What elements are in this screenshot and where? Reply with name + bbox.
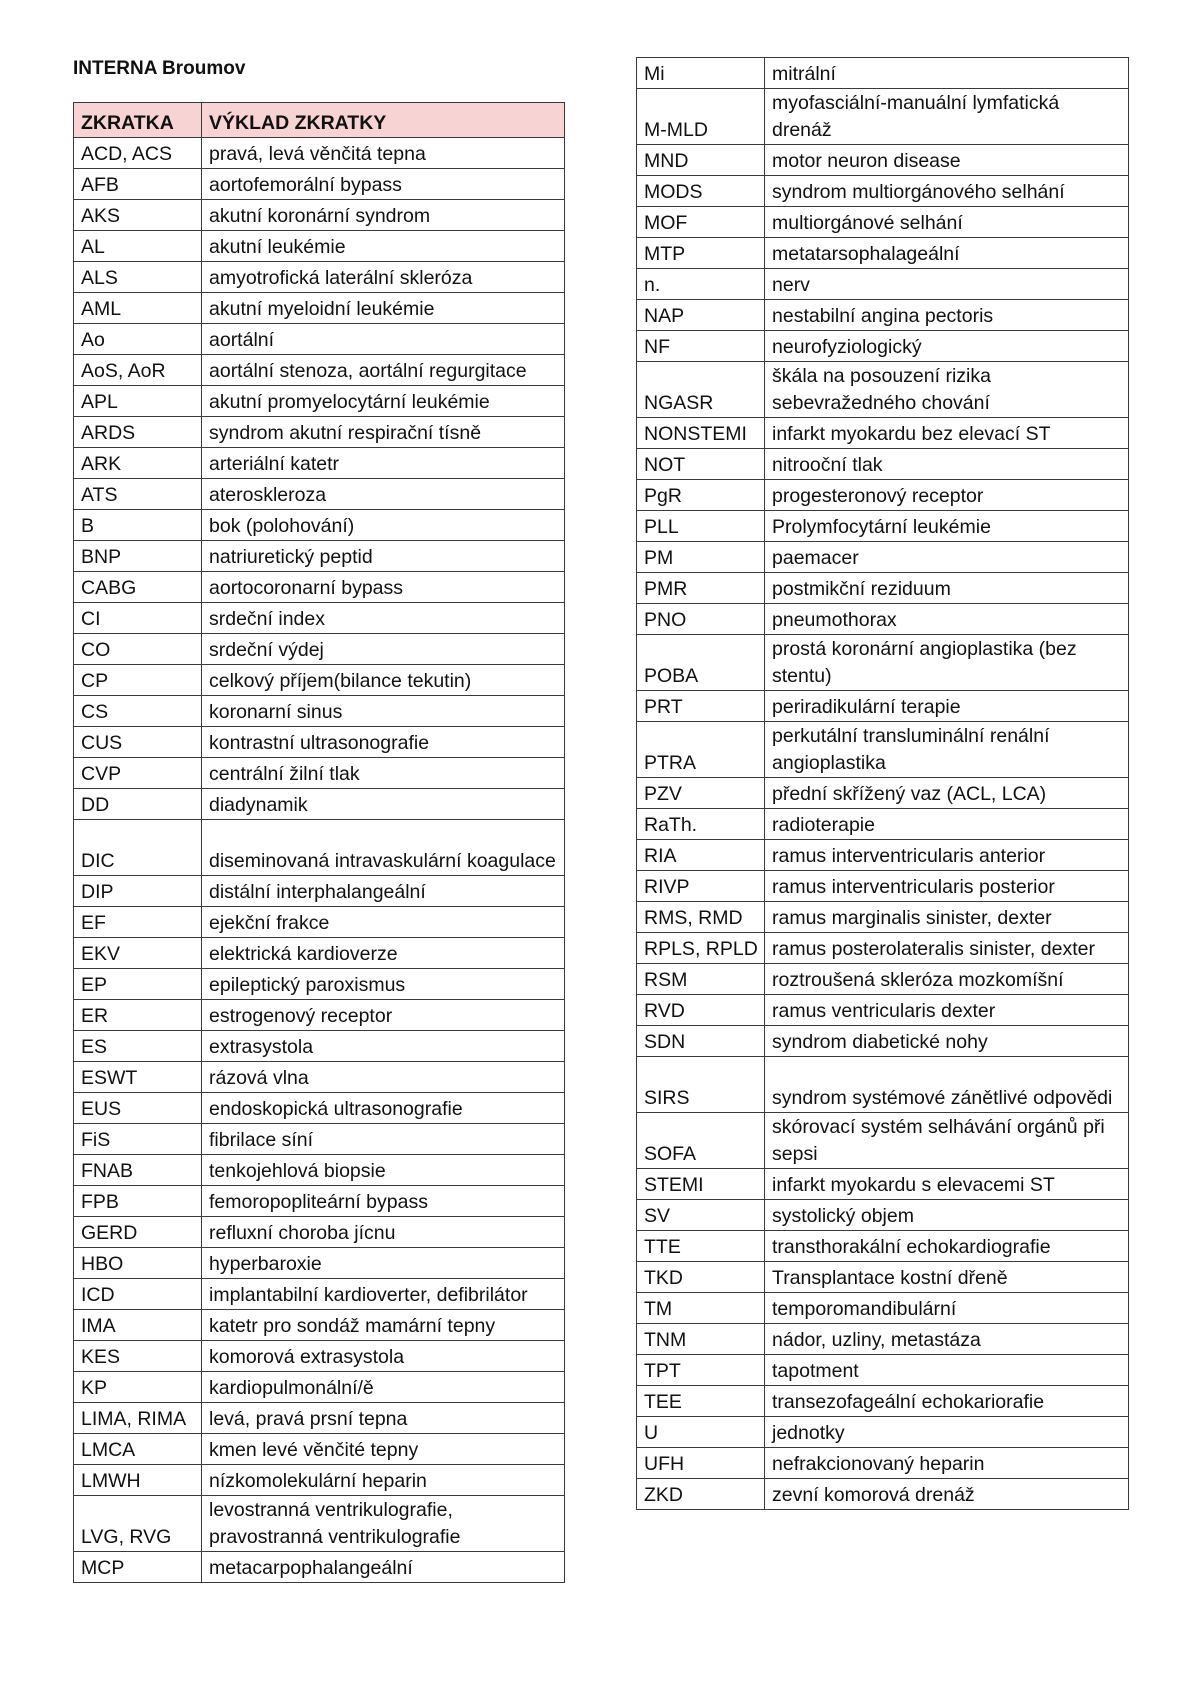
definition-cell: ramus interventricularis posterior bbox=[765, 871, 1129, 902]
definition-cell: kardiopulmonální/ě bbox=[202, 1372, 565, 1403]
abbreviation-cell: PRT bbox=[637, 691, 765, 722]
table-row bbox=[637, 300, 1129, 331]
abbreviation-cell: ZKD bbox=[637, 1479, 765, 1510]
table-row bbox=[637, 1293, 1129, 1324]
abbreviation-cell: EUS bbox=[74, 1093, 202, 1124]
table-row bbox=[74, 1552, 565, 1583]
table-row bbox=[74, 634, 565, 665]
table-row bbox=[637, 58, 1129, 89]
definition-cell: epileptický paroxismus bbox=[202, 969, 565, 1000]
table-row bbox=[74, 1124, 565, 1155]
abbreviation-cell: CP bbox=[74, 665, 202, 696]
table-row bbox=[637, 1200, 1129, 1231]
table-row bbox=[74, 1279, 565, 1310]
table-row bbox=[74, 696, 565, 727]
definition-cell: hyperbaroxie bbox=[202, 1248, 565, 1279]
abbreviation-table-left bbox=[73, 102, 565, 1583]
definition-cell: refluxní choroba jícnu bbox=[202, 1217, 565, 1248]
abbreviation-cell: ARK bbox=[74, 448, 202, 479]
table-row bbox=[637, 1057, 1129, 1113]
abbreviation-cell: CVP bbox=[74, 758, 202, 789]
abbreviation-cell: SDN bbox=[637, 1026, 765, 1057]
definition-cell: perkutální transluminální renální angioplastika bbox=[765, 722, 1129, 778]
definition-cell: srdeční index bbox=[202, 603, 565, 634]
definition-cell: pravá, levá věnčitá tepna bbox=[202, 138, 565, 169]
abbreviation-cell: DD bbox=[74, 789, 202, 820]
definition-cell: katetr pro sondáž mamární tepny bbox=[202, 1310, 565, 1341]
table-row bbox=[637, 480, 1129, 511]
abbreviation-cell: AoS, AoR bbox=[74, 355, 202, 386]
abbreviation-cell: ALS bbox=[74, 262, 202, 293]
table-row bbox=[74, 1155, 565, 1186]
abbreviation-cell: RMS, RMD bbox=[637, 902, 765, 933]
table-row bbox=[74, 169, 565, 200]
abbreviation-cell: TNM bbox=[637, 1324, 765, 1355]
definition-cell: kmen levé věnčité tepny bbox=[202, 1434, 565, 1465]
abbreviation-cell: DIP bbox=[74, 876, 202, 907]
abbreviation-cell: CS bbox=[74, 696, 202, 727]
definition-cell: ateroskleroza bbox=[202, 479, 565, 510]
abbreviation-cell: KES bbox=[74, 1341, 202, 1372]
table-row bbox=[637, 1231, 1129, 1262]
abbreviation-cell: SIRS bbox=[637, 1057, 765, 1113]
abbreviation-cell: MODS bbox=[637, 176, 765, 207]
abbreviation-cell: IMA bbox=[74, 1310, 202, 1341]
abbreviation-cell: NF bbox=[637, 331, 765, 362]
definition-cell: amyotrofická laterální skleróza bbox=[202, 262, 565, 293]
definition-cell: levá, pravá prsní tepna bbox=[202, 1403, 565, 1434]
table-row bbox=[74, 1465, 565, 1496]
definition-cell: paemacer bbox=[765, 542, 1129, 573]
table-row bbox=[74, 1434, 565, 1465]
abbreviation-cell: MCP bbox=[74, 1552, 202, 1583]
table-row bbox=[637, 871, 1129, 902]
abbreviation-cell: TM bbox=[637, 1293, 765, 1324]
abbreviation-cell: PNO bbox=[637, 604, 765, 635]
abbreviation-cell: ESWT bbox=[74, 1062, 202, 1093]
table-row bbox=[74, 820, 565, 876]
abbreviation-cell: n. bbox=[637, 269, 765, 300]
definition-cell: aortální bbox=[202, 324, 565, 355]
abbreviation-cell: FPB bbox=[74, 1186, 202, 1217]
table-row bbox=[637, 511, 1129, 542]
definition-cell: arteriální katetr bbox=[202, 448, 565, 479]
table-header-row bbox=[74, 103, 565, 138]
table-row bbox=[74, 448, 565, 479]
definition-cell: akutní promyelocytární leukémie bbox=[202, 386, 565, 417]
abbreviation-cell: M-MLD bbox=[637, 89, 765, 145]
table-row bbox=[74, 1496, 565, 1552]
abbreviation-table-right bbox=[636, 57, 1129, 1510]
abbreviation-cell: LIMA, RIMA bbox=[74, 1403, 202, 1434]
table-row bbox=[74, 1186, 565, 1217]
definition-cell: nádor, uzliny, metastáza bbox=[765, 1324, 1129, 1355]
definition-cell: koronarní sinus bbox=[202, 696, 565, 727]
abbreviation-cell: APL bbox=[74, 386, 202, 417]
abbreviation-cell: RaTh. bbox=[637, 809, 765, 840]
abbreviation-cell: FiS bbox=[74, 1124, 202, 1155]
abbreviation-cell: ICD bbox=[74, 1279, 202, 1310]
definition-cell: prostá koronární angioplastika (bez stentu) bbox=[765, 635, 1129, 691]
abbreviation-cell: MOF bbox=[637, 207, 765, 238]
definition-cell: radioterapie bbox=[765, 809, 1129, 840]
abbreviation-cell: PgR bbox=[637, 480, 765, 511]
definition-cell: nestabilní angina pectoris bbox=[765, 300, 1129, 331]
definition-cell: transezofageální echokariorafie bbox=[765, 1386, 1129, 1417]
abbreviation-cell: LVG, RVG bbox=[74, 1496, 202, 1552]
table-row bbox=[74, 1372, 565, 1403]
table-row bbox=[74, 572, 565, 603]
definition-cell: endoskopická ultrasonografie bbox=[202, 1093, 565, 1124]
definition-cell: ramus interventricularis anterior bbox=[765, 840, 1129, 871]
table-row bbox=[637, 362, 1129, 418]
abbreviation-cell: CI bbox=[74, 603, 202, 634]
definition-cell: kontrastní ultrasonografie bbox=[202, 727, 565, 758]
abbreviation-cell: RIA bbox=[637, 840, 765, 871]
definition-cell: femoropopliteární bypass bbox=[202, 1186, 565, 1217]
definition-cell: přední skřížený vaz (ACL, LCA) bbox=[765, 778, 1129, 809]
abbreviation-cell: PLL bbox=[637, 511, 765, 542]
definition-cell: ramus posterolateralis sinister, dexter bbox=[765, 933, 1129, 964]
abbreviation-cell: TTE bbox=[637, 1231, 765, 1262]
table-row bbox=[74, 200, 565, 231]
abbreviation-cell: Mi bbox=[637, 58, 765, 89]
table-row bbox=[637, 418, 1129, 449]
table-row bbox=[74, 1217, 565, 1248]
abbreviation-cell: TEE bbox=[637, 1386, 765, 1417]
definition-cell: akutní koronární syndrom bbox=[202, 200, 565, 231]
table-row bbox=[637, 1262, 1129, 1293]
table-row bbox=[637, 207, 1129, 238]
table-row bbox=[637, 933, 1129, 964]
definition-cell: akutní myeloidní leukémie bbox=[202, 293, 565, 324]
abbreviation-cell: B bbox=[74, 510, 202, 541]
table-row bbox=[74, 324, 565, 355]
table-row bbox=[637, 89, 1129, 145]
definition-cell: multiorgánové selhání bbox=[765, 207, 1129, 238]
table-row bbox=[74, 1062, 565, 1093]
table-row bbox=[74, 138, 565, 169]
abbreviation-cell: CABG bbox=[74, 572, 202, 603]
table-row bbox=[74, 969, 565, 1000]
table-row bbox=[637, 1026, 1129, 1057]
table-row bbox=[637, 542, 1129, 573]
table-row bbox=[74, 1000, 565, 1031]
abbreviation-cell: HBO bbox=[74, 1248, 202, 1279]
abbreviation-cell: NOT bbox=[637, 449, 765, 480]
abbreviation-cell: RPLS, RPLD bbox=[637, 933, 765, 964]
definition-cell: nízkomolekulární heparin bbox=[202, 1465, 565, 1496]
abbreviation-cell: SOFA bbox=[637, 1113, 765, 1169]
abbreviation-cell: BNP bbox=[74, 541, 202, 572]
definition-cell: distální interphalangeální bbox=[202, 876, 565, 907]
abbreviation-cell: DIC bbox=[74, 820, 202, 876]
abbreviation-cell: ER bbox=[74, 1000, 202, 1031]
abbreviation-cell: KP bbox=[74, 1372, 202, 1403]
abbreviation-cell: LMCA bbox=[74, 1434, 202, 1465]
abbreviation-cell: Ao bbox=[74, 324, 202, 355]
table-row bbox=[637, 722, 1129, 778]
abbreviation-cell: EKV bbox=[74, 938, 202, 969]
definition-cell: jednotky bbox=[765, 1417, 1129, 1448]
abbreviation-cell: RIVP bbox=[637, 871, 765, 902]
definition-cell: metatarsophalageální bbox=[765, 238, 1129, 269]
definition-cell: estrogenový receptor bbox=[202, 1000, 565, 1031]
table-row bbox=[637, 840, 1129, 871]
definition-cell: ramus marginalis sinister, dexter bbox=[765, 902, 1129, 933]
definition-cell: pneumothorax bbox=[765, 604, 1129, 635]
table-row bbox=[74, 510, 565, 541]
table-row bbox=[74, 541, 565, 572]
abbreviation-cell: TPT bbox=[637, 1355, 765, 1386]
abbreviation-cell: RSM bbox=[637, 964, 765, 995]
table-row bbox=[637, 635, 1129, 691]
table-row bbox=[74, 727, 565, 758]
abbreviation-cell: AML bbox=[74, 293, 202, 324]
definition-cell: syndrom multiorgánového selhání bbox=[765, 176, 1129, 207]
table-row bbox=[74, 876, 565, 907]
definition-cell: extrasystola bbox=[202, 1031, 565, 1062]
abbreviation-cell: TKD bbox=[637, 1262, 765, 1293]
definition-cell: syndrom diabetické nohy bbox=[765, 1026, 1129, 1057]
table-row bbox=[637, 145, 1129, 176]
table-row bbox=[637, 691, 1129, 722]
table-row bbox=[74, 1403, 565, 1434]
table-row bbox=[74, 665, 565, 696]
table-row bbox=[74, 1341, 565, 1372]
definition-cell: myofasciální-manuální lymfatická drenáž bbox=[765, 89, 1129, 145]
definition-cell: infarkt myokardu bez elevací ST bbox=[765, 418, 1129, 449]
table-row bbox=[74, 603, 565, 634]
table-row bbox=[74, 907, 565, 938]
table-row bbox=[637, 1417, 1129, 1448]
definition-cell: komorová extrasystola bbox=[202, 1341, 565, 1372]
definition-cell: motor neuron disease bbox=[765, 145, 1129, 176]
table-row bbox=[637, 176, 1129, 207]
definition-cell: periradikulární terapie bbox=[765, 691, 1129, 722]
definition-cell: tapotment bbox=[765, 1355, 1129, 1386]
definition-cell: syndrom akutní respirační tísně bbox=[202, 417, 565, 448]
definition-cell: ramus ventricularis dexter bbox=[765, 995, 1129, 1026]
abbreviation-cell: STEMI bbox=[637, 1169, 765, 1200]
table-row bbox=[74, 1248, 565, 1279]
definition-cell: tenkojehlová biopsie bbox=[202, 1155, 565, 1186]
abbreviation-cell: NGASR bbox=[637, 362, 765, 418]
definition-cell: natriuretický peptid bbox=[202, 541, 565, 572]
abbreviation-cell: U bbox=[637, 1417, 765, 1448]
table-row bbox=[637, 1324, 1129, 1355]
definition-cell: postmikční reziduum bbox=[765, 573, 1129, 604]
definition-cell: rázová vlna bbox=[202, 1062, 565, 1093]
definition-cell: centrální žilní tlak bbox=[202, 758, 565, 789]
definition-cell: transthorakální echokardiografie bbox=[765, 1231, 1129, 1262]
table-row bbox=[637, 1169, 1129, 1200]
table-row bbox=[74, 938, 565, 969]
abbreviation-cell: EP bbox=[74, 969, 202, 1000]
abbreviation-cell: SV bbox=[637, 1200, 765, 1231]
abbreviation-cell: ARDS bbox=[74, 417, 202, 448]
abbreviation-cell: AKS bbox=[74, 200, 202, 231]
table-row bbox=[637, 573, 1129, 604]
abbreviation-cell: MTP bbox=[637, 238, 765, 269]
definition-cell: neurofyziologický bbox=[765, 331, 1129, 362]
table-row bbox=[637, 238, 1129, 269]
table-row bbox=[637, 1113, 1129, 1169]
table-row bbox=[74, 479, 565, 510]
table-row bbox=[637, 269, 1129, 300]
table-row bbox=[637, 995, 1129, 1026]
definition-cell: skórovací systém selhávání orgánů při sepsi bbox=[765, 1113, 1129, 1169]
table-row bbox=[74, 355, 565, 386]
abbreviation-cell: PMR bbox=[637, 573, 765, 604]
definition-cell: diadynamik bbox=[202, 789, 565, 820]
abbreviation-cell: PTRA bbox=[637, 722, 765, 778]
table-row bbox=[74, 262, 565, 293]
column-header-definition: VÝKLAD ZKRATKY bbox=[202, 103, 565, 138]
table-row bbox=[74, 417, 565, 448]
abbreviation-cell: ES bbox=[74, 1031, 202, 1062]
abbreviation-cell: ACD, ACS bbox=[74, 138, 202, 169]
definition-cell: infarkt myokardu s elevacemi ST bbox=[765, 1169, 1129, 1200]
abbreviation-cell: GERD bbox=[74, 1217, 202, 1248]
table-row bbox=[74, 1031, 565, 1062]
definition-cell: aortofemorální bypass bbox=[202, 169, 565, 200]
abbreviation-cell: POBA bbox=[637, 635, 765, 691]
abbreviation-cell: LMWH bbox=[74, 1465, 202, 1496]
table-row bbox=[74, 1310, 565, 1341]
definition-cell: nerv bbox=[765, 269, 1129, 300]
table-row bbox=[637, 964, 1129, 995]
definition-cell: syndrom systémové zánětlivé odpovědi bbox=[765, 1057, 1129, 1113]
abbreviation-cell: ATS bbox=[74, 479, 202, 510]
abbreviation-cell: RVD bbox=[637, 995, 765, 1026]
table-row bbox=[74, 758, 565, 789]
table-row bbox=[637, 331, 1129, 362]
definition-cell: levostranná ventrikulografie, pravostranná ventrikulografie bbox=[202, 1496, 565, 1552]
definition-cell: nefrakcionovaný heparin bbox=[765, 1448, 1129, 1479]
table-row bbox=[637, 1448, 1129, 1479]
abbreviation-cell: FNAB bbox=[74, 1155, 202, 1186]
definition-cell: Transplantace kostní dřeně bbox=[765, 1262, 1129, 1293]
table-row bbox=[637, 778, 1129, 809]
table-row bbox=[637, 1479, 1129, 1510]
table-row bbox=[637, 604, 1129, 635]
abbreviation-cell: AFB bbox=[74, 169, 202, 200]
definition-cell: akutní leukémie bbox=[202, 231, 565, 262]
definition-cell: Prolymfocytární leukémie bbox=[765, 511, 1129, 542]
definition-cell: nitrooční tlak bbox=[765, 449, 1129, 480]
abbreviation-cell: AL bbox=[74, 231, 202, 262]
abbreviation-cell: PM bbox=[637, 542, 765, 573]
abbreviation-cell: PZV bbox=[637, 778, 765, 809]
table-row bbox=[637, 449, 1129, 480]
table-row bbox=[74, 1093, 565, 1124]
abbreviation-cell: CUS bbox=[74, 727, 202, 758]
abbreviation-cell: CO bbox=[74, 634, 202, 665]
definition-cell: metacarpophalangeální bbox=[202, 1552, 565, 1583]
table-row bbox=[74, 386, 565, 417]
table-row bbox=[637, 1386, 1129, 1417]
table-row bbox=[74, 293, 565, 324]
abbreviation-cell: MND bbox=[637, 145, 765, 176]
abbreviation-cell: NAP bbox=[637, 300, 765, 331]
abbreviation-cell: UFH bbox=[637, 1448, 765, 1479]
definition-cell: bok (polohování) bbox=[202, 510, 565, 541]
definition-cell: systolický objem bbox=[765, 1200, 1129, 1231]
definition-cell: progesteronový receptor bbox=[765, 480, 1129, 511]
abbreviation-cell: EF bbox=[74, 907, 202, 938]
document-title: INTERNA Broumov bbox=[73, 58, 246, 79]
definition-cell: zevní komorová drenáž bbox=[765, 1479, 1129, 1510]
table-row bbox=[74, 789, 565, 820]
definition-cell: temporomandibulární bbox=[765, 1293, 1129, 1324]
definition-cell: diseminovaná intravaskulární koagulace bbox=[202, 820, 565, 876]
definition-cell: celkový příjem(bilance tekutin) bbox=[202, 665, 565, 696]
definition-cell: aortální stenoza, aortální regurgitace bbox=[202, 355, 565, 386]
definition-cell: mitrální bbox=[765, 58, 1129, 89]
definition-cell: škála na posouzení rizika sebevražedného chování bbox=[765, 362, 1129, 418]
definition-cell: aortocoronarní bypass bbox=[202, 572, 565, 603]
definition-cell: fibrilace síní bbox=[202, 1124, 565, 1155]
table-row bbox=[637, 1355, 1129, 1386]
column-header-abbreviation: ZKRATKA bbox=[74, 103, 202, 138]
definition-cell: implantabilní kardioverter, defibrilátor bbox=[202, 1279, 565, 1310]
definition-cell: srdeční výdej bbox=[202, 634, 565, 665]
definition-cell: ejekční frakce bbox=[202, 907, 565, 938]
table-row bbox=[74, 231, 565, 262]
abbreviation-cell: NONSTEMI bbox=[637, 418, 765, 449]
table-row bbox=[637, 902, 1129, 933]
definition-cell: roztroušená skleróza mozkomíšní bbox=[765, 964, 1129, 995]
table-row bbox=[637, 809, 1129, 840]
definition-cell: elektrická kardioverze bbox=[202, 938, 565, 969]
